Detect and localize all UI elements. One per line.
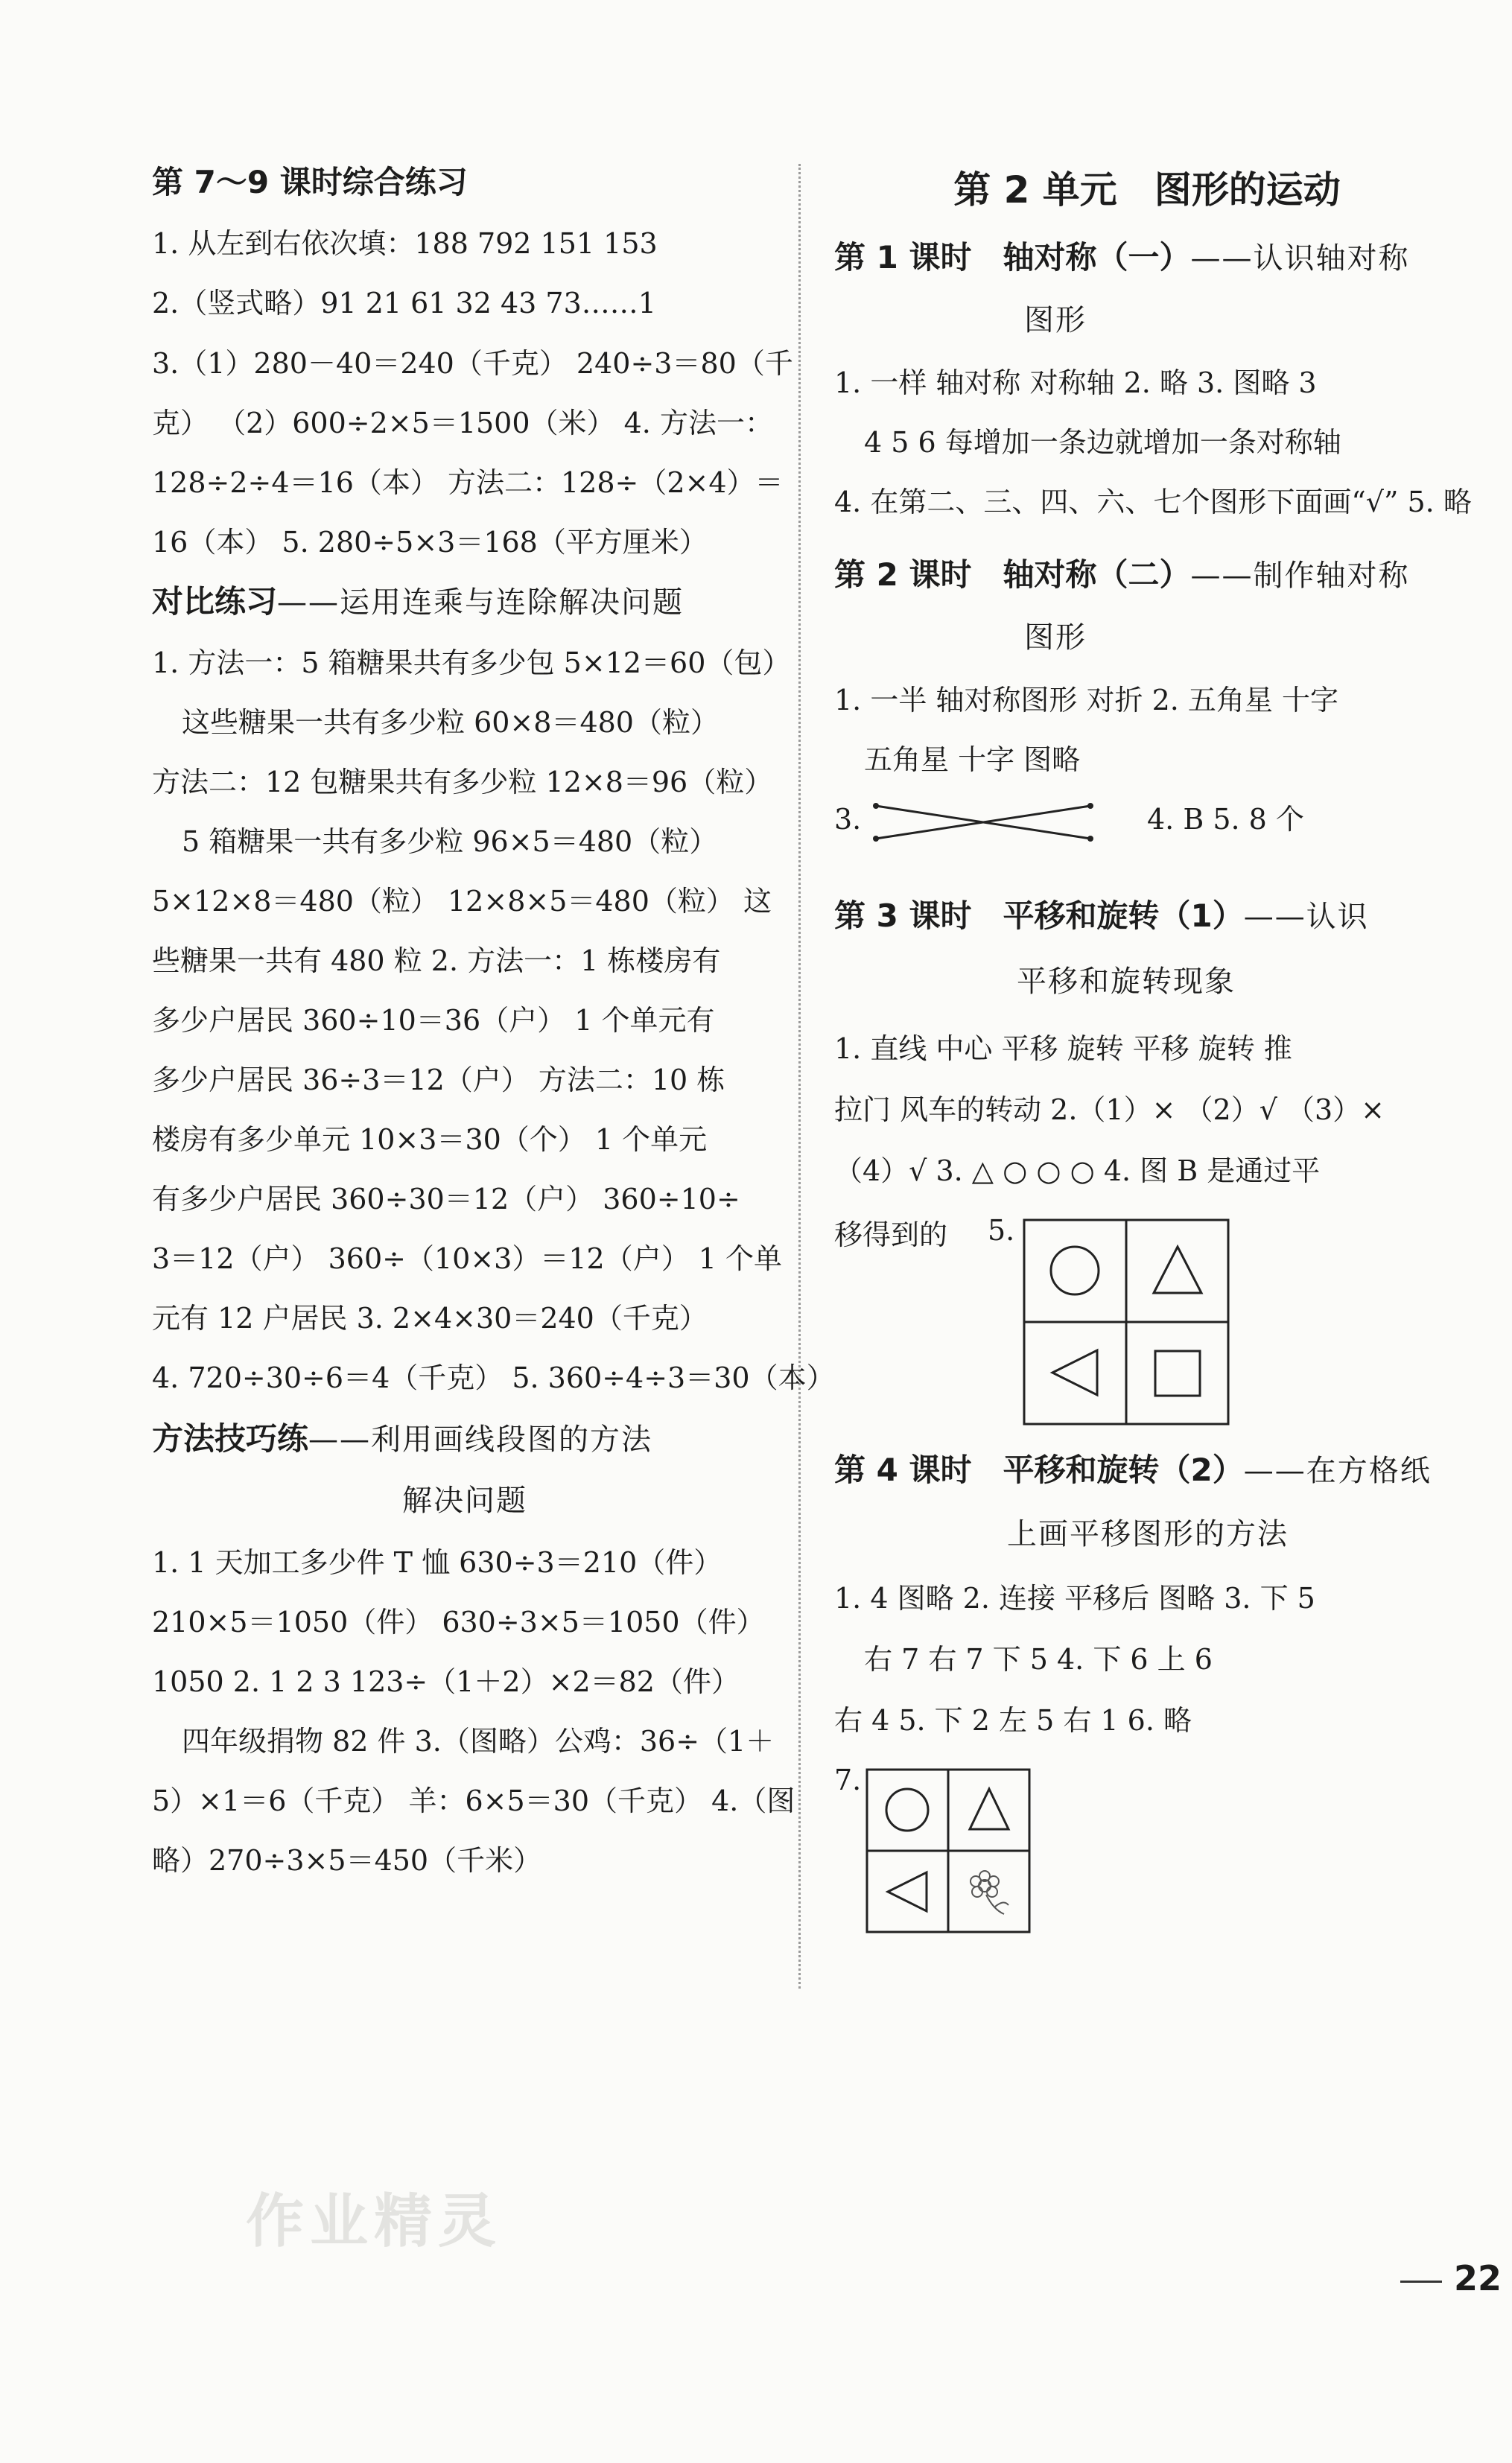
- answer-line: 1. 从左到右依次填：188 792 151 153: [152, 227, 658, 260]
- square-shape: [1155, 1351, 1200, 1396]
- lesson-3-subtitle-cont: 平移和旋转现象: [1017, 964, 1236, 999]
- answer-line: 1. 一样 轴对称 对称轴 2. 略 3. 图略 3: [834, 366, 1317, 399]
- answer-line: 3.（1）280－40＝240（千克） 240÷3＝80（千: [152, 347, 793, 380]
- answer-line: 1050 2. 1 2 3 123÷（1＋2）×2＝82（件）: [152, 1665, 740, 1698]
- section-subtitle-comparison: ——运用连乘与连除解决问题: [277, 585, 684, 620]
- grid-shapes-diagram: [1023, 1218, 1230, 1426]
- answer-line: 5×12×8＝480（粒） 12×8×5＝480（粒） 这: [152, 885, 772, 918]
- q7-label: 7.: [834, 1764, 862, 1796]
- cross-lines-diagram: [871, 801, 1095, 843]
- lesson-1-title: 第 1 课时 轴对称（一）: [834, 239, 1191, 276]
- answer-line: 右 4 5. 下 2 左 5 右 1 6. 略: [834, 1704, 1192, 1737]
- page-number-dash: [1400, 2281, 1442, 2283]
- lesson-2-title: 第 2 课时 轴对称（二）: [834, 556, 1191, 593]
- section-subtitle-method: ——利用画线段图的方法: [308, 1423, 653, 1457]
- answer-line: 元有 12 户居民 3. 2×4×30＝240（千克）: [152, 1302, 708, 1335]
- answer-line: 1. 一半 轴对称图形 对折 2. 五角星 十字: [834, 684, 1338, 716]
- lesson-4-subtitle: ——在方格纸: [1243, 1454, 1432, 1488]
- flower-icon: [971, 1871, 1008, 1914]
- section-title-comparison: 对比练习: [152, 583, 278, 620]
- section-heading-comparison: [152, 579, 778, 624]
- answer-line: 210×5＝1050（件） 630÷3×5＝1050（件）: [152, 1606, 765, 1639]
- left-triangle-shape: [888, 1872, 927, 1911]
- triangle-shape: [970, 1789, 1008, 1829]
- lesson-3-title: 第 3 课时 平移和旋转（1）: [834, 897, 1244, 934]
- answer-line: 楼房有多少单元 10×3＝30（个） 1 个单元: [152, 1123, 708, 1156]
- section-subtitle-method-cont: 解决问题: [402, 1484, 527, 1518]
- answer-line: 克） （2）600÷2×5＝1500（米） 4. 方法一：: [152, 407, 773, 439]
- lesson-3-subtitle: ——认识: [1243, 900, 1369, 934]
- lesson-2-subtitle-cont: 图形: [1024, 620, 1087, 655]
- answer-line: 3＝12（户） 360÷（10×3）＝12（户） 1 个单: [152, 1242, 783, 1275]
- answer-line: 这些糖果一共有多少粒 60×8＝480（粒）: [182, 706, 719, 739]
- answer-line: 2.（竖式略）91 21 61 32 43 73……1: [152, 287, 656, 320]
- answer-line: 拉门 风车的转动 2.（1）× （2）√ （3）×: [834, 1093, 1385, 1126]
- lesson-2-heading: [834, 553, 1460, 597]
- section-heading-method: [152, 1417, 778, 1461]
- answer-line: 四年级捐物 82 件 3.（图略）公鸡：36÷（1＋: [182, 1725, 775, 1758]
- lesson-1-heading: [834, 235, 1460, 280]
- grid-flower-diagram: [865, 1768, 1031, 1933]
- answer-line: 移得到的: [834, 1218, 948, 1251]
- left-triangle-shape: [1052, 1350, 1097, 1395]
- answer-line: 4. 在第二、三、四、六、七个图形下面画“√” 5. 略: [834, 486, 1472, 518]
- answer-line: 有多少户居民 360÷30＝12（户） 360÷10÷: [152, 1183, 740, 1215]
- circle-shape: [886, 1789, 928, 1831]
- lesson-2-subtitle: ——制作轴对称: [1190, 559, 1410, 593]
- answer-line: 1. 方法一：5 箱糖果共有多少包 5×12＝60（包）: [152, 646, 791, 679]
- answer-line: 4. 720÷30÷6＝4（千克） 5. 360÷4÷3＝30（本）: [152, 1361, 835, 1394]
- answer-line: 1. 直线 中心 平移 旋转 平移 旋转 推: [834, 1032, 1292, 1065]
- answer-line: 些糖果一共有 480 粒 2. 方法一：1 栋楼房有: [152, 944, 721, 977]
- column-divider: [798, 164, 801, 1989]
- answer-line: 略）270÷3×5＝450（千米）: [152, 1844, 542, 1877]
- lesson-3-heading: [834, 894, 1460, 938]
- answer-line: 五角星 十字 图略: [864, 743, 1081, 776]
- answer-line: 4. B 5. 8 个: [1147, 803, 1304, 836]
- answer-line: 方法二：12 包糖果共有多少粒 12×8＝96（粒）: [152, 766, 773, 798]
- section-title-review: 第 7～9 课时综合练习: [152, 164, 468, 200]
- triangle-shape: [1154, 1247, 1201, 1293]
- page-number: 22: [1454, 2258, 1502, 2298]
- q5-label: 5.: [988, 1214, 1015, 1247]
- answer-line: 右 7 右 7 下 5 4. 下 6 上 6: [864, 1643, 1213, 1676]
- lesson-1-subtitle: ——认识轴对称: [1190, 241, 1410, 276]
- lesson-4-subtitle-cont: 上画平移图形的方法: [1007, 1517, 1289, 1551]
- answer-line: 1. 4 图略 2. 连接 平移后 图略 3. 下 5: [834, 1582, 1315, 1615]
- watermark-logo: 作业精灵: [246, 2187, 503, 2255]
- lesson-4-heading: [834, 1448, 1460, 1493]
- answer-line: 多少户居民 36÷3＝12（户） 方法二：10 栋: [152, 1064, 725, 1096]
- answer-line: 多少户居民 360÷10＝36（户） 1 个单元有: [152, 1004, 715, 1037]
- answer-line: 5）×1＝6（千克） 羊：6×5＝30（千克） 4.（图: [152, 1785, 795, 1817]
- lesson-4-title: 第 4 课时 平移和旋转（2）: [834, 1452, 1244, 1488]
- answer-line: （4）√ 3. △ ○ ○ ○ 4. 图 B 是通过平: [834, 1154, 1321, 1187]
- answer-line: 1. 1 天加工多少件 T 恤 630÷3＝210（件）: [152, 1546, 722, 1579]
- circle-shape: [1051, 1247, 1099, 1294]
- lesson-1-subtitle-cont: 图形: [1024, 303, 1087, 337]
- q3-label: 3.: [834, 803, 862, 836]
- answer-line: 16（本） 5. 280÷5×3＝168（平方厘米）: [152, 526, 708, 559]
- answer-line: 128÷2÷4＝16（本） 方法二：128÷（2×4）＝: [152, 466, 784, 499]
- answer-line: 4 5 6 每增加一条边就增加一条对称轴: [864, 426, 1341, 459]
- unit-title: 第 2 单元 图形的运动: [953, 168, 1341, 212]
- answer-line: 5 箱糖果一共有多少粒 96×5＝480（粒）: [182, 825, 718, 858]
- section-title-method: 方法技巧练: [152, 1420, 309, 1457]
